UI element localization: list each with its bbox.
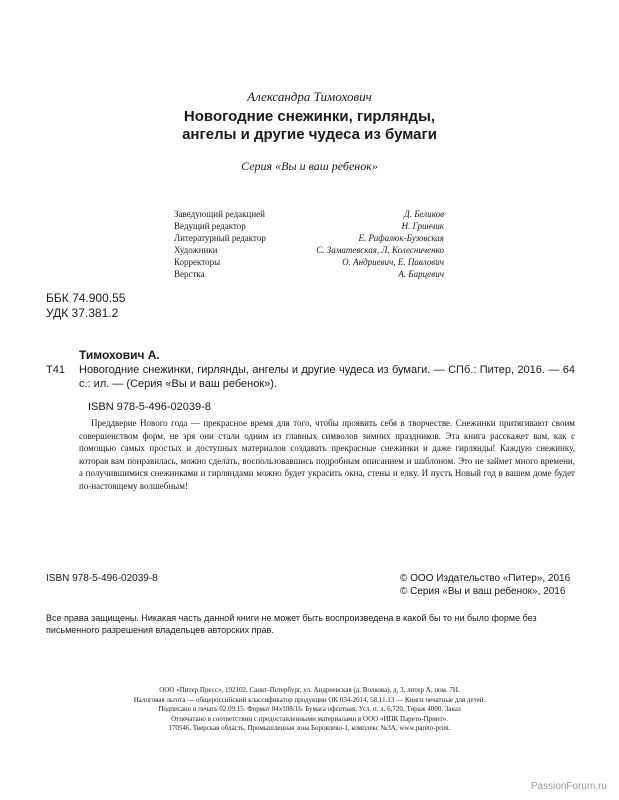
isbn-bottom: ISBN 978-5-496-02039-8 — [46, 573, 158, 584]
copyright-block — [400, 572, 570, 598]
staff-row — [174, 256, 444, 268]
staff-row — [174, 232, 444, 244]
staff-name: Д. Беликов — [403, 209, 444, 219]
catalog-isbn: ISBN 978-5-496-02039-8 — [88, 401, 211, 413]
editorial-staff — [174, 208, 444, 280]
staff-role: Ведущий редактор — [174, 221, 246, 231]
staff-name: Е. Рафалюк-Бузовская — [358, 233, 444, 243]
staff-name: Н. Гринчик — [401, 221, 444, 231]
udk-code: УДК 37.381.2 — [46, 306, 119, 320]
catalog-author: Тимохович А. — [79, 348, 160, 362]
staff-row — [174, 268, 444, 280]
imprint-block — [0, 686, 619, 734]
book-annotation: Преддверие Нового года — прекрасное время для того, чтобы проявить себя в творчестве. Снежинки притягивают своим совершенством форм, не зря они стали одним из главных символов зимних праздников. Эта книга расскажет вам, как с помощью самых простых и доступных материалов создавать прекрасные снежинки и даже гирлянды! Каждую снежинку, которая вам понравилась, можно сделать, воспользовавшись подробным описанием и шаблоном. Это не займет много времени, а получившимися снежинками и гирляндами можно будет украсить окна, стены и елку. И пусть Новый год в вашем доме будет по-настоящему волшебным! — [79, 418, 575, 491]
bbk-code: ББК 74.900.55 — [46, 291, 126, 305]
imprint-line: ООО «Питер Пресс», 192102, Санкт-Петербург, ул. Андреевская (д. Волкова), д. 3, литер А, пом. 7Н. — [159, 686, 460, 694]
catalog-code: Т41 — [46, 364, 65, 376]
staff-name: О. Андриевич, Е. Павлович — [342, 257, 444, 267]
staff-name: А. Барцевич — [398, 269, 444, 279]
book-series: Серия «Вы и ваш ребенок» — [241, 159, 378, 173]
classification-codes — [46, 291, 125, 321]
imprint-line: 170546, Тверская область, Промышленная зона Боровлево-1, комплекс №3А, www.pareto-print. — [168, 724, 451, 733]
staff-role: Корректоры — [174, 257, 221, 267]
title-line-1: Новогодние снежинки, гирлянды, — [183, 108, 436, 125]
imprint-line: Налоговая льгота — общероссийский классификатор продукции ОК 034-2014, 58.11.13 — Книги печатные для детей. — [133, 695, 486, 704]
staff-role: Литературный редактор — [174, 233, 266, 243]
title-line-2: ангелы и другие чудеса из бумаги — [182, 126, 437, 143]
copyright-line: © Серия «Вы и ваш ребенок», 2016 — [400, 586, 566, 597]
rights-notice: Все права защищены. Никакая часть данной книги не может быть воспроизведена в какой бы то ни было форме без письменного разрешения владельцев авторских прав. — [46, 613, 537, 635]
book-author: Александра Тимохович — [247, 89, 372, 104]
staff-name: С. Заматевская, Л. Колесниченко — [316, 245, 444, 255]
staff-row — [174, 244, 444, 256]
book-title — [0, 108, 619, 144]
copyright-line: © ООО Издательство «Питер», 2016 — [400, 573, 571, 584]
imprint-line: Отпечатано в соответствии с предоставленными материалами в ООО «ИПК Парето-Принт». — [171, 714, 448, 723]
staff-role: Верстка — [174, 269, 205, 279]
staff-row — [174, 220, 444, 232]
watermark: PassionForum.ru — [530, 781, 607, 792]
staff-role: Заведующий редакцией — [174, 209, 265, 219]
staff-row — [174, 208, 444, 220]
staff-role: Художники — [174, 245, 218, 255]
catalog-description: Новогодние снежинки, гирлянды, ангелы и другие чудеса из бумаги. — СПб.: Питер, 2016. — 64 с.: ил. — (Серия «Вы и ваш ребенок»). — [79, 364, 575, 390]
imprint-line: Подписано в печать 02.09.15. Формат 84х108/16. Бумага офсетная. Усл. п. л. 6,720. Тираж 4000. Заказ — [158, 705, 461, 714]
